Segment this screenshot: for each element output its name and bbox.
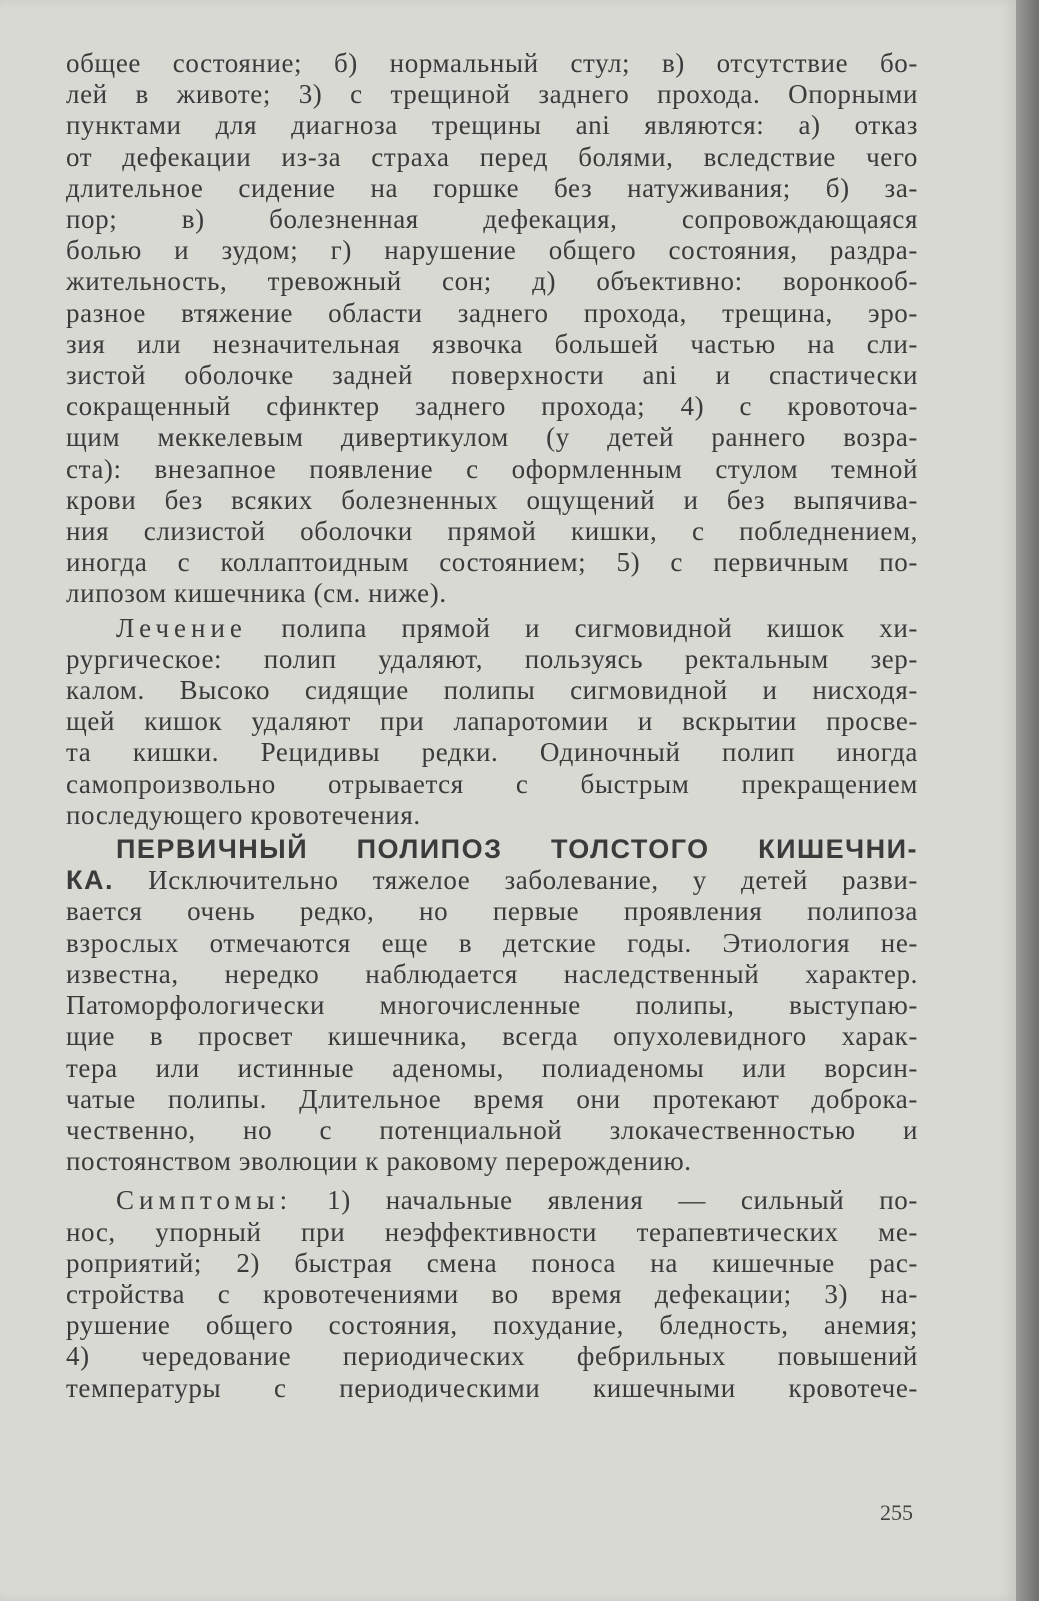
text-line: 4) чередование периодических фебрильных повышений bbox=[66, 1341, 918, 1372]
book-edge-shadow bbox=[1016, 0, 1039, 1601]
section-label-treatment: Лечение bbox=[116, 612, 247, 643]
section-label-symptoms: Симптомы: bbox=[116, 1185, 293, 1216]
text-line: щей кишок удаляют при лапаротомии и вскрытии просве- bbox=[66, 706, 918, 737]
text-fragment: полипа прямой и сигмовидной кишок хи- bbox=[281, 612, 918, 643]
text-line: иногда с коллаптоидным состоянием; 5) с первичным по- bbox=[66, 547, 918, 578]
text-line bbox=[66, 1185, 918, 1216]
text-line: жительность, тревожный сон; д) объективно: воронкооб- bbox=[66, 266, 918, 297]
text-line: сокращенный сфинктер заднего прохода; 4) с кровоточа- bbox=[66, 391, 918, 422]
text-line: вается очень редко, но первые проявления полипоза bbox=[66, 896, 918, 927]
text-line: от дефекации из-за страха перед болями, вследствие чего bbox=[66, 141, 918, 172]
text-line: пунктами для диагноза трещины ani являются: а) отказ bbox=[66, 110, 918, 141]
text-line: разное втяжение области заднего прохода, трещина, эро- bbox=[66, 297, 918, 328]
text-line: самопроизвольно отрывается с быстрым прекращением bbox=[66, 768, 918, 799]
text-line: длительное сидение на горшке без натуживания; б) за- bbox=[66, 172, 918, 203]
text-line: щие в просвет кишечника, всегда опухолевидного харак- bbox=[66, 1021, 918, 1052]
text-line: чатые полипы. Длительное время они протекают доброка- bbox=[66, 1083, 918, 1114]
text-line: температуры с периодическими кишечными кровотече- bbox=[66, 1372, 918, 1403]
section-heading-end: КА. bbox=[66, 865, 114, 896]
text-line: стройства с кровотечениями во время дефекации; 3) на- bbox=[66, 1278, 918, 1309]
text-line: лей в животе; 3) с трещиной заднего прохода. Опорными bbox=[66, 79, 918, 110]
text-line: Патоморфологически многочисленные полипы, выступаю- bbox=[66, 990, 918, 1021]
text-line: известна, нередко наблюдается наследственный характер. bbox=[66, 958, 918, 989]
text-line: крови без всяких болезненных ощущений и без выпячива- bbox=[66, 484, 918, 515]
text-line bbox=[66, 613, 918, 644]
page-number: 255 bbox=[880, 1500, 913, 1525]
text-line: рушение общего состояния, похудание, бледность, анемия; bbox=[66, 1310, 918, 1341]
text-line: постоянством эволюции к раковому перерождению. bbox=[66, 1146, 692, 1177]
text-line: ния слизистой оболочки прямой кишки, с побледнением, bbox=[66, 516, 918, 547]
text-line: нос, упорный при неэффективности терапевтических ме- bbox=[66, 1216, 918, 1247]
text-line: взрослых отмечаются еще в детские годы. Этиология не- bbox=[66, 927, 918, 958]
text-line: общее состояние; б) нормальный стул; в) отсутствие бо- bbox=[66, 48, 918, 78]
text-line: та кишки. Рецидивы редки. Одиночный полип иногда bbox=[66, 737, 918, 768]
text-line: роприятий; 2) быстрая смена поноса на кишечные рас- bbox=[66, 1247, 918, 1278]
text-line bbox=[66, 865, 918, 896]
text-line: липозом кишечника (см. ниже). bbox=[66, 578, 447, 609]
text-line: рургическое: полип удаляют, пользуясь ректальным зер- bbox=[66, 643, 918, 674]
section-heading: ПЕРВИЧНЫЙ ПОЛИПОЗ ТОЛСТОГО КИШЕЧНИ- bbox=[116, 834, 918, 865]
text-line: зистой оболочке задней поверхности ani и спастически bbox=[66, 360, 918, 391]
text-line: болью и зудом; г) нарушение общего состояния, раздра- bbox=[66, 235, 918, 266]
text-fragment: 1) начальные явления — сильный по- bbox=[327, 1185, 918, 1216]
text-fragment: Исключительно тяжелое заболевание, у детей разви- bbox=[148, 865, 918, 896]
page-text bbox=[66, 48, 918, 1404]
text-line: чественно, но с потенциальной злокачественностью и bbox=[66, 1114, 918, 1145]
text-line: калом. Высоко сидящие полипы сигмовидной и нисходя- bbox=[66, 675, 918, 706]
text-line: пор; в) болезненная дефекация, сопровождающаяся bbox=[66, 204, 918, 235]
text-line: ста): внезапное появление с оформленным стулом темной bbox=[66, 453, 918, 484]
text-line: тера или истинные аденомы, полиаденомы или ворсин- bbox=[66, 1052, 918, 1083]
text-line: щим меккелевым дивертикулом (у детей раннего возра- bbox=[66, 422, 918, 453]
text-line: зия или незначительная язвочка большей частью на сли- bbox=[66, 328, 918, 359]
text-line: последующего кровотечения. bbox=[66, 799, 421, 830]
